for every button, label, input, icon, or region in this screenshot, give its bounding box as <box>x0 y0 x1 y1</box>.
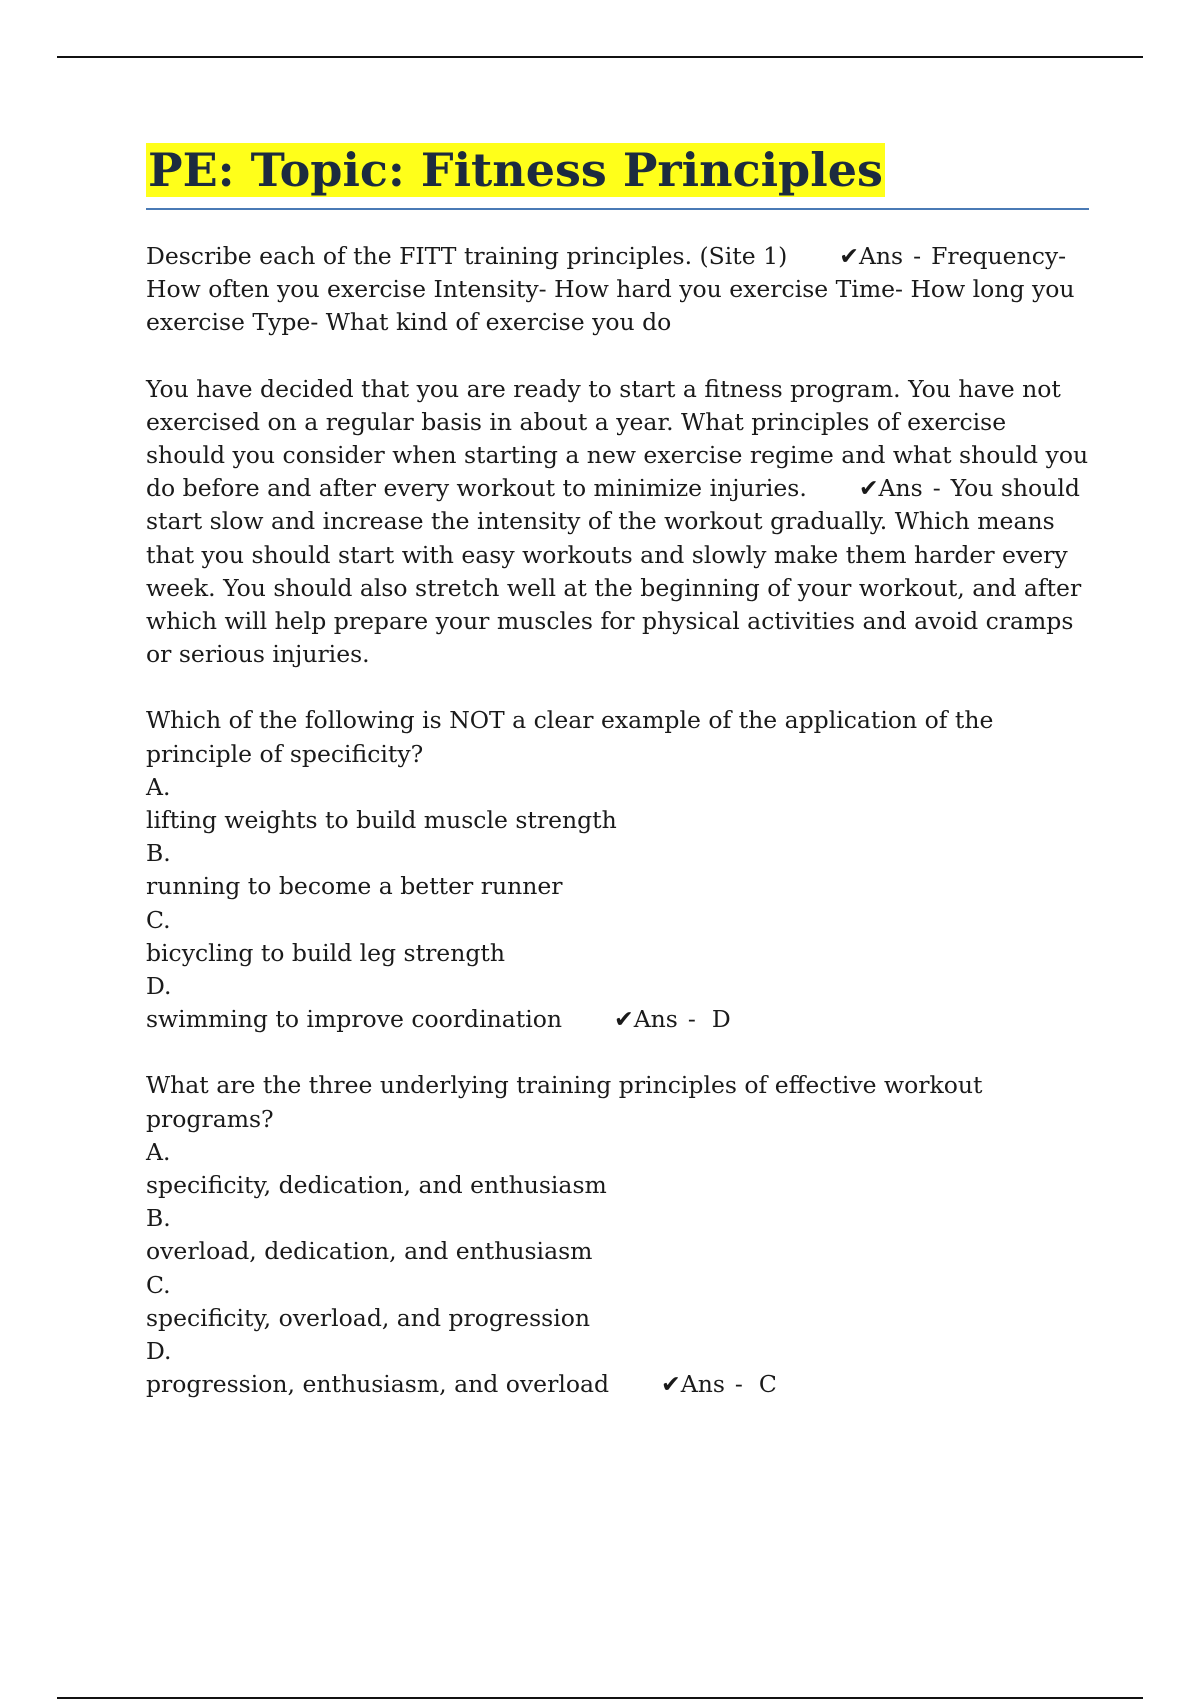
question-text: You have decided that you are ready to start a fitness program. You have not exercised on a regular basis in about a year. What principles of exercise should you consider when starting a new exercise regime and what should you do before and after every workout to minimize injuries. <box>146 374 1089 503</box>
question-text: Which of the following is NOT a clear example of the application of the principle of specificity? <box>146 706 994 768</box>
option-line <box>146 1003 1089 1036</box>
answer-marker: ✔Ans <box>858 474 923 503</box>
option-letter: A. <box>146 1137 171 1166</box>
option-line <box>146 1368 1089 1401</box>
option-letter: B. <box>146 839 171 868</box>
answer-text: You should start slow and increase the intensity of the workout gradually. Which means that you should start with easy workouts and slowly make them harder every week. You should also stretch well at the beginning of your workout, and after which will help prepare your muscles for physical activities and avoid cramps or serious injuries. <box>146 474 1082 669</box>
title-underline <box>146 208 1089 210</box>
qa-item <box>146 1069 1089 1401</box>
answer-text: D <box>711 1005 731 1034</box>
title-highlight: PE: Topic: Fitness Principles <box>148 143 883 197</box>
option-text: running to become a better runner <box>146 872 563 901</box>
answer-text: C <box>758 1370 777 1399</box>
option-letter: A. <box>146 772 171 801</box>
answer-separator: - <box>913 242 922 270</box>
footer-rule <box>57 1697 1143 1699</box>
answer-separator: - <box>687 1005 696 1034</box>
option-text: specificity, dedication, and enthusiasm <box>146 1171 607 1200</box>
answer-marker: ✔Ans <box>614 1005 678 1034</box>
header-rule <box>57 56 1143 58</box>
qa-item <box>146 704 1089 1036</box>
option-letter: D. <box>146 972 172 1001</box>
option-text: bicycling to build leg strength <box>146 938 505 967</box>
page-title <box>146 140 1089 200</box>
answer-marker: ✔Ans <box>839 242 904 270</box>
answer-text: Frequency- How often you exercise Intensity- How hard you exercise Time- How long you exercise Type- What kind of exercise you do <box>146 242 1075 337</box>
answer-separator: - <box>932 474 941 503</box>
option-text: specificity, overload, and progression <box>146 1303 590 1332</box>
question-text: Describe each of the FITT training principles. (Site 1) <box>146 242 788 270</box>
question-text: What are the three underlying training principles of effective workout programs? <box>146 1071 983 1133</box>
option-text: progression, enthusiasm, and overload <box>146 1370 610 1399</box>
option-letter: C. <box>146 905 171 934</box>
option-text: overload, dedication, and enthusiasm <box>146 1237 593 1266</box>
document-body <box>146 140 1089 1402</box>
option-letter: D. <box>146 1337 172 1366</box>
option-text: lifting weights to build muscle strength <box>146 806 617 835</box>
option-letter: C. <box>146 1270 171 1299</box>
option-letter: B. <box>146 1204 171 1233</box>
answer-marker: ✔Ans <box>661 1370 725 1399</box>
answer-separator: - <box>734 1370 743 1399</box>
qa-item <box>146 373 1089 672</box>
qa-item <box>146 240 1089 340</box>
option-text: swimming to improve coordination <box>146 1005 563 1034</box>
